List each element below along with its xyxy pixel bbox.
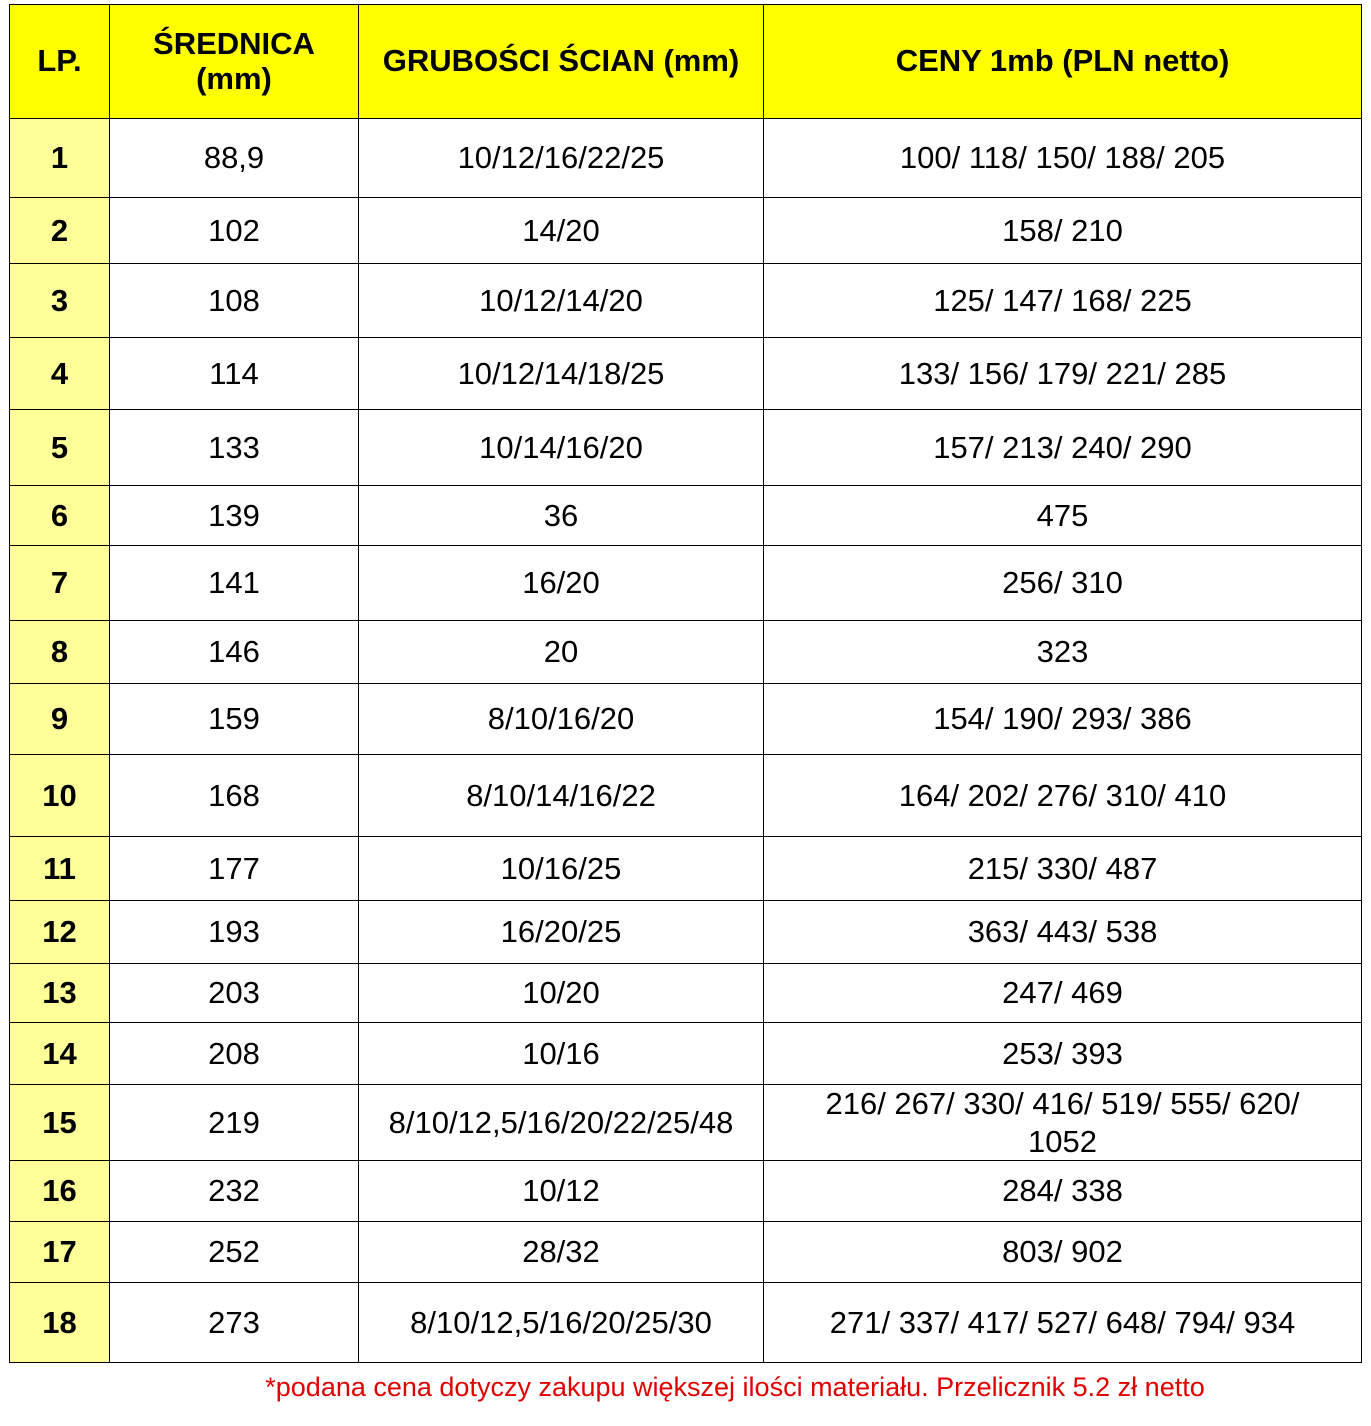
cell-ceny: 216/ 267/ 330/ 416/ 519/ 555/ 620/ 1052 [764, 1085, 1362, 1161]
table-row [10, 486, 1362, 546]
cell-lp: 18 [10, 1283, 110, 1363]
cell-srednica: 273 [110, 1283, 359, 1363]
cell-ceny: 164/ 202/ 276/ 310/ 410 [764, 755, 1362, 837]
cell-srednica: 159 [110, 684, 359, 755]
cell-ceny: 256/ 310 [764, 546, 1362, 621]
table-row [10, 901, 1362, 964]
cell-ceny: 475 [764, 486, 1362, 546]
cell-grubosci: 28/32 [359, 1222, 764, 1283]
table-row [10, 546, 1362, 621]
cell-srednica: 146 [110, 621, 359, 684]
cell-lp: 9 [10, 684, 110, 755]
cell-srednica: 219 [110, 1085, 359, 1161]
cell-srednica: 232 [110, 1161, 359, 1222]
cell-grubosci: 10/12 [359, 1161, 764, 1222]
cell-lp: 7 [10, 546, 110, 621]
cell-ceny: 271/ 337/ 417/ 527/ 648/ 794/ 934 [764, 1283, 1362, 1363]
cell-lp: 11 [10, 837, 110, 901]
header-srednica [110, 5, 359, 119]
cell-lp: 8 [10, 621, 110, 684]
table-row [10, 1085, 1362, 1161]
cell-lp: 6 [10, 486, 110, 546]
cell-ceny: 363/ 443/ 538 [764, 901, 1362, 964]
cell-lp: 3 [10, 264, 110, 338]
cell-srednica: 177 [110, 837, 359, 901]
table-row [10, 198, 1362, 264]
cell-ceny: 253/ 393 [764, 1023, 1362, 1085]
cell-grubosci: 20 [359, 621, 764, 684]
table-row [10, 264, 1362, 338]
cell-srednica: 88,9 [110, 119, 359, 198]
cell-grubosci: 14/20 [359, 198, 764, 264]
cell-lp: 16 [10, 1161, 110, 1222]
header-srednica-line1: ŚREDNICA [153, 26, 315, 62]
cell-ceny: 133/ 156/ 179/ 221/ 285 [764, 338, 1362, 410]
table-row [10, 410, 1362, 486]
table-row [10, 964, 1362, 1023]
cell-lp: 1 [10, 119, 110, 198]
cell-grubosci: 16/20/25 [359, 901, 764, 964]
cell-lp: 5 [10, 410, 110, 486]
table-row [10, 119, 1362, 198]
cell-srednica: 108 [110, 264, 359, 338]
cell-ceny: 803/ 902 [764, 1222, 1362, 1283]
cell-srednica: 193 [110, 901, 359, 964]
cell-ceny: 247/ 469 [764, 964, 1362, 1023]
cell-lp: 13 [10, 964, 110, 1023]
cell-srednica: 203 [110, 964, 359, 1023]
cell-grubosci: 8/10/12,5/16/20/22/25/48 [359, 1085, 764, 1161]
cell-ceny: 284/ 338 [764, 1161, 1362, 1222]
header-grubosci: GRUBOŚCI ŚCIAN (mm) [359, 5, 764, 119]
table-row [10, 837, 1362, 901]
table-row [10, 684, 1362, 755]
header-srednica-line2: (mm) [196, 60, 272, 96]
table-header-row [10, 5, 1362, 119]
cell-ceny: 154/ 190/ 293/ 386 [764, 684, 1362, 755]
table-row [10, 1161, 1362, 1222]
cell-grubosci: 10/12/14/20 [359, 264, 764, 338]
footnote: *podana cena dotyczy zakupu większej ilości materiału. Przelicznik 5.2 zł netto [265, 1372, 1205, 1402]
cell-ceny: 125/ 147/ 168/ 225 [764, 264, 1362, 338]
cell-grubosci: 10/14/16/20 [359, 410, 764, 486]
cell-lp: 17 [10, 1222, 110, 1283]
table-row [10, 1222, 1362, 1283]
header-ceny: CENY 1mb (PLN netto) [764, 5, 1362, 119]
cell-srednica: 252 [110, 1222, 359, 1283]
cell-ceny: 157/ 213/ 240/ 290 [764, 410, 1362, 486]
header-lp: LP. [10, 5, 110, 119]
cell-ceny: 158/ 210 [764, 198, 1362, 264]
cell-srednica: 133 [110, 410, 359, 486]
cell-srednica: 102 [110, 198, 359, 264]
cell-ceny: 323 [764, 621, 1362, 684]
cell-grubosci: 36 [359, 486, 764, 546]
cell-grubosci: 16/20 [359, 546, 764, 621]
cell-ceny: 215/ 330/ 487 [764, 837, 1362, 901]
cell-srednica: 141 [110, 546, 359, 621]
cell-grubosci: 8/10/12,5/16/20/25/30 [359, 1283, 764, 1363]
table-row [10, 755, 1362, 837]
cell-srednica: 139 [110, 486, 359, 546]
cell-grubosci: 10/16 [359, 1023, 764, 1085]
cell-ceny: 100/ 118/ 150/ 188/ 205 [764, 119, 1362, 198]
cell-srednica: 208 [110, 1023, 359, 1085]
table-row [10, 1283, 1362, 1363]
cell-srednica: 114 [110, 338, 359, 410]
cell-srednica: 168 [110, 755, 359, 837]
cell-lp: 15 [10, 1085, 110, 1161]
cell-grubosci: 10/12/16/22/25 [359, 119, 764, 198]
cell-lp: 14 [10, 1023, 110, 1085]
table-row [10, 1023, 1362, 1085]
cell-grubosci: 8/10/14/16/22 [359, 755, 764, 837]
cell-lp: 12 [10, 901, 110, 964]
cell-lp: 10 [10, 755, 110, 837]
cell-grubosci: 10/16/25 [359, 837, 764, 901]
cell-lp: 2 [10, 198, 110, 264]
cell-grubosci: 8/10/16/20 [359, 684, 764, 755]
cell-grubosci: 10/20 [359, 964, 764, 1023]
price-table [9, 4, 1362, 1363]
cell-grubosci: 10/12/14/18/25 [359, 338, 764, 410]
cell-lp: 4 [10, 338, 110, 410]
table-row [10, 338, 1362, 410]
table-row [10, 621, 1362, 684]
